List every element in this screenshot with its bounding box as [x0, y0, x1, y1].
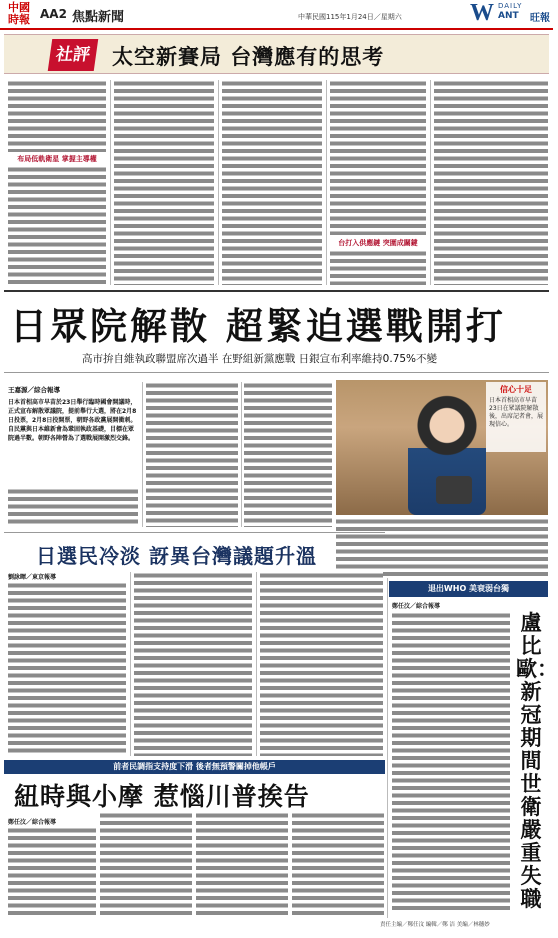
- column-divider: [326, 80, 327, 285]
- main-column-2: [146, 382, 238, 527]
- editorial-title: 太空新賽局 台灣應有的思考: [112, 45, 385, 69]
- bottom-story-kicker: 前者民調指支持度下滑 後者無預警關掉他帳戶: [4, 760, 385, 774]
- column-divider: [130, 572, 131, 756]
- editorial-subhead-1: 布局低軌衛星 掌握主導權: [17, 155, 97, 163]
- issue-date: 中華民國115年1月24日／星期六: [298, 13, 402, 21]
- sub-story-column-1: [8, 582, 126, 756]
- editorial-column-1b: [8, 166, 106, 284]
- main-column-4: [336, 518, 548, 576]
- column-divider: [241, 382, 242, 527]
- editorial-column-5: [434, 80, 548, 285]
- sub-story-column-2: [134, 572, 252, 756]
- photo-caption-box: [486, 382, 546, 452]
- want-logo-want: ANT: [498, 11, 519, 21]
- editorial-banner: [4, 34, 549, 74]
- column-divider: [387, 578, 388, 918]
- section-name: 焦點新聞: [72, 10, 125, 25]
- main-headline: 日眾院解散 超緊迫選戰開打: [10, 305, 506, 348]
- column-divider: [430, 80, 431, 285]
- bottom-story-byline: 鄭任汶／綜合報導: [8, 819, 57, 826]
- who-story-headline: 盧比歐：新冠期間世衛嚴重失職: [516, 611, 558, 911]
- editorial-column-2: [114, 80, 214, 285]
- main-column-3: [244, 382, 332, 527]
- who-story-column: [392, 612, 510, 912]
- photo-caption-title: 信心十足: [500, 385, 532, 394]
- editorial-column-1: [8, 80, 106, 152]
- main-lead-paragraph: 日本首相高市早苗於23日舉行臨時國會開議時，正式宣布解散眾議院，提前舉行大選，將在2月8日投票，2月8日投開票，朝野各政黨展開衝刺。自民黨與日本維新會為鞏固執政基礎，目標在眾院過半數。朝野各陣營為了選戰展開激烈交鋒。: [8, 399, 137, 442]
- bottom-story-headline: 紐時與小摩 惹惱川普挨告: [14, 782, 310, 811]
- editorial-column-3: [222, 80, 322, 285]
- want-logo-daily: DAILY: [498, 2, 523, 10]
- divider: [4, 372, 549, 373]
- main-subheadline: 高市拚自維執政聯盟席次過半 在野組新黨應戰 日銀宣布利率維持0.75%不變: [82, 353, 438, 365]
- divider: [4, 532, 385, 533]
- editorial-column-4b: [330, 250, 426, 285]
- main-byline: 王嘉源／綜合報導: [8, 386, 60, 394]
- page-number: AA2: [40, 7, 67, 21]
- editorial-subhead-2: 台打入供應鏈 突圍成關鍵: [338, 239, 418, 247]
- who-story-byline: 鄭任汶／綜合報導: [392, 603, 441, 610]
- sub-story-headline: 日選民冷淡 訝異台灣議題升溫: [36, 544, 317, 568]
- bottom-story-column-1: [8, 827, 96, 917]
- china-times-logo: 中國時報: [8, 1, 30, 26]
- column-divider: [256, 572, 257, 756]
- column-divider: [218, 80, 219, 285]
- sub-story-byline: 劉詠暉／東京報導: [8, 574, 57, 581]
- editorial-column-4: [330, 80, 426, 235]
- who-story-kicker: 退出WHO 美衰弱台獨: [389, 581, 548, 597]
- main-column-1: [8, 488, 138, 526]
- page-credits: 責任主編／鄭任汶 編輯／鄭 洁 美編／林穗妙: [380, 922, 490, 928]
- section-divider: [4, 290, 549, 292]
- bottom-story-column-3: [196, 812, 288, 917]
- column-divider: [110, 80, 111, 285]
- bottom-story-column-2: [100, 812, 192, 917]
- photo-podium: [436, 476, 472, 504]
- want-daily-logo: [470, 0, 552, 29]
- column-divider: [142, 382, 143, 527]
- page-header: [0, 0, 553, 30]
- photo-caption-text: 日本首相高市早苗23日在眾議院解散後，出席記者會，展現信心。: [489, 397, 544, 428]
- want-logo-letter: W: [470, 0, 494, 26]
- news-photo: [336, 380, 548, 515]
- sub-story-column-3: [260, 572, 383, 756]
- bottom-story-column-4: [292, 812, 384, 917]
- want-logo-chinese: 旺報: [530, 13, 550, 24]
- editorial-badge: 社評: [48, 39, 98, 71]
